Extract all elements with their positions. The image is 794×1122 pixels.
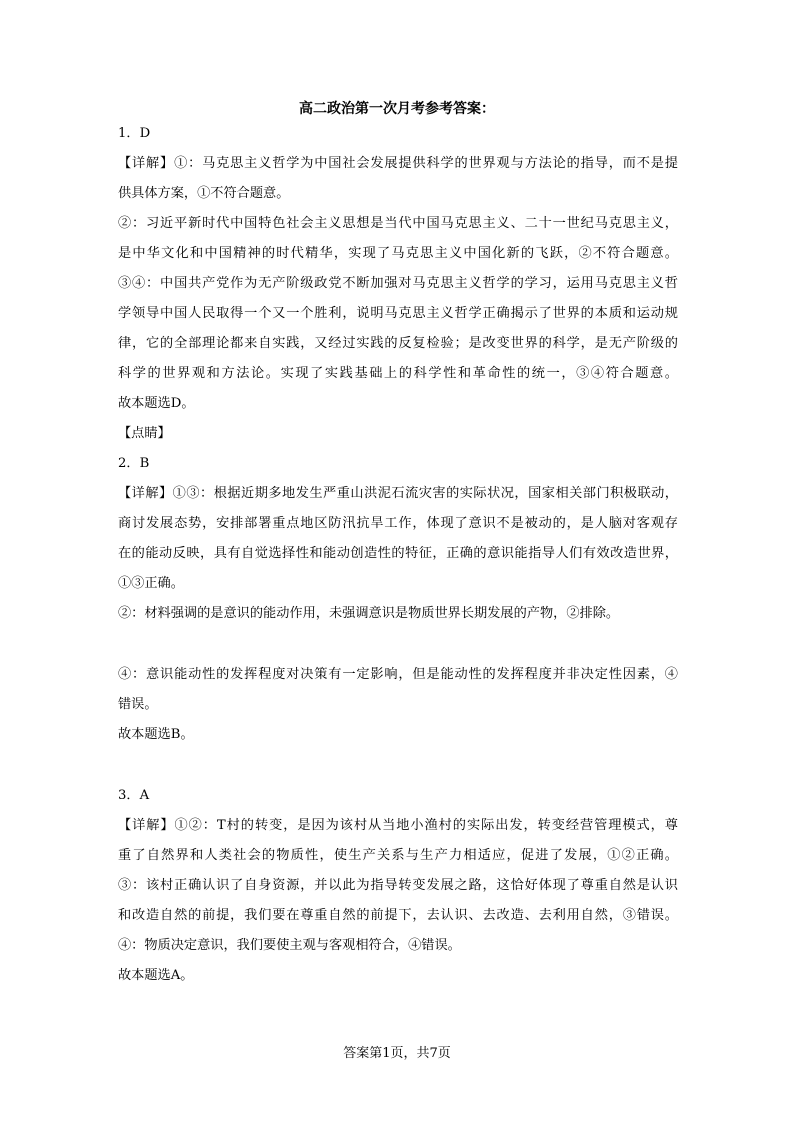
q2-line: 商讨发展态势，安排部署重点地区防汛抗旱工作，体现了意识不是被动的，是人脑对客观存 bbox=[118, 516, 678, 531]
q1-line: 学领导中国人民取得一个又一个胜利，说明马克思主义哲学正确揭示了世界的本质和运动规 bbox=[118, 306, 678, 321]
q1-line: ③④：中国共产党作为无产阶级政党不断加强对马克思主义哲学的学习，运用马克思主义哲 bbox=[118, 276, 678, 291]
q1-answer: 1．D bbox=[118, 126, 151, 141]
q3-line: ③：该村正确认识了自身资源，并以此为指导转变发展之路，这恰好体现了尊重自然是认识 bbox=[118, 878, 678, 893]
q1-line: 科学的世界观和方法论。实现了实践基础上的科学性和革命性的统一，③④符合题意。 bbox=[118, 366, 678, 381]
q3-line: ④：物质决定意识，我们要使主观与客观相符合，④错误。 bbox=[118, 938, 461, 953]
q1-tip-label: 【点睛】 bbox=[118, 426, 171, 441]
q1-line: 是中华文化和中国精神的时代精华，实现了马克思主义中国化新的飞跃，②不符合题意。 bbox=[118, 246, 678, 261]
q1-line: 【详解】①：马克思主义哲学为中国社会发展提供科学的世界观与方法论的指导，而不是提 bbox=[118, 156, 678, 171]
q3-line: 和改造自然的前提，我们要在尊重自然的前提下，去认识、去改造、去利用自然，③错误。 bbox=[118, 908, 678, 923]
q2-line: ④：意识能动性的发挥程度对决策有一定影响，但是能动性的发挥程度并非决定性因素，④ bbox=[118, 667, 678, 682]
q2-line: 错误。 bbox=[118, 697, 158, 712]
q2-line: ②：材料强调的是意识的能动作用，未强调意识是物质世界长期发展的产物，②排除。 bbox=[118, 606, 620, 621]
q3-answer: 3．A bbox=[118, 788, 150, 803]
q2-line: 【详解】①③：根据近期多地发生严重山洪泥石流灾害的实际状况，国家相关部门积极联动， bbox=[118, 486, 678, 501]
q2-conclusion: 故本题选B。 bbox=[118, 727, 194, 742]
q1-conclusion: 故本题选D。 bbox=[118, 396, 195, 411]
q3-conclusion: 故本题选A。 bbox=[118, 968, 194, 983]
q2-line: 在的能动反映，具有自觉选择性和能动创造性的特征，正确的意识能指导人们有效改造世界， bbox=[118, 546, 678, 561]
q1-line: 律，它的全部理论都来自实践，又经过实践的反复检验；是改变世界的科学，是无产阶级的 bbox=[118, 336, 678, 351]
q3-line: 【详解】①②：T村的转变，是因为该村从当地小渔村的实际出发，转变经营管理模式，尊 bbox=[118, 818, 678, 833]
q2-answer: 2．B bbox=[118, 456, 150, 471]
q2-line: ①③正确。 bbox=[118, 576, 184, 591]
q1-line: 供具体方案，①不符合题意。 bbox=[118, 186, 290, 201]
q1-line: ②：习近平新时代中国特色社会主义思想是当代中国马克思主义、二十一世纪马克思主义， bbox=[118, 216, 678, 231]
page-footer: 答案第1页，共7页 bbox=[343, 1046, 451, 1061]
page-title: 高二政治第一次月考参考答案： bbox=[299, 101, 495, 117]
q3-line: 重了自然界和人类社会的物质性，使生产关系与生产力相适应，促进了发展，①②正确。 bbox=[118, 848, 678, 863]
